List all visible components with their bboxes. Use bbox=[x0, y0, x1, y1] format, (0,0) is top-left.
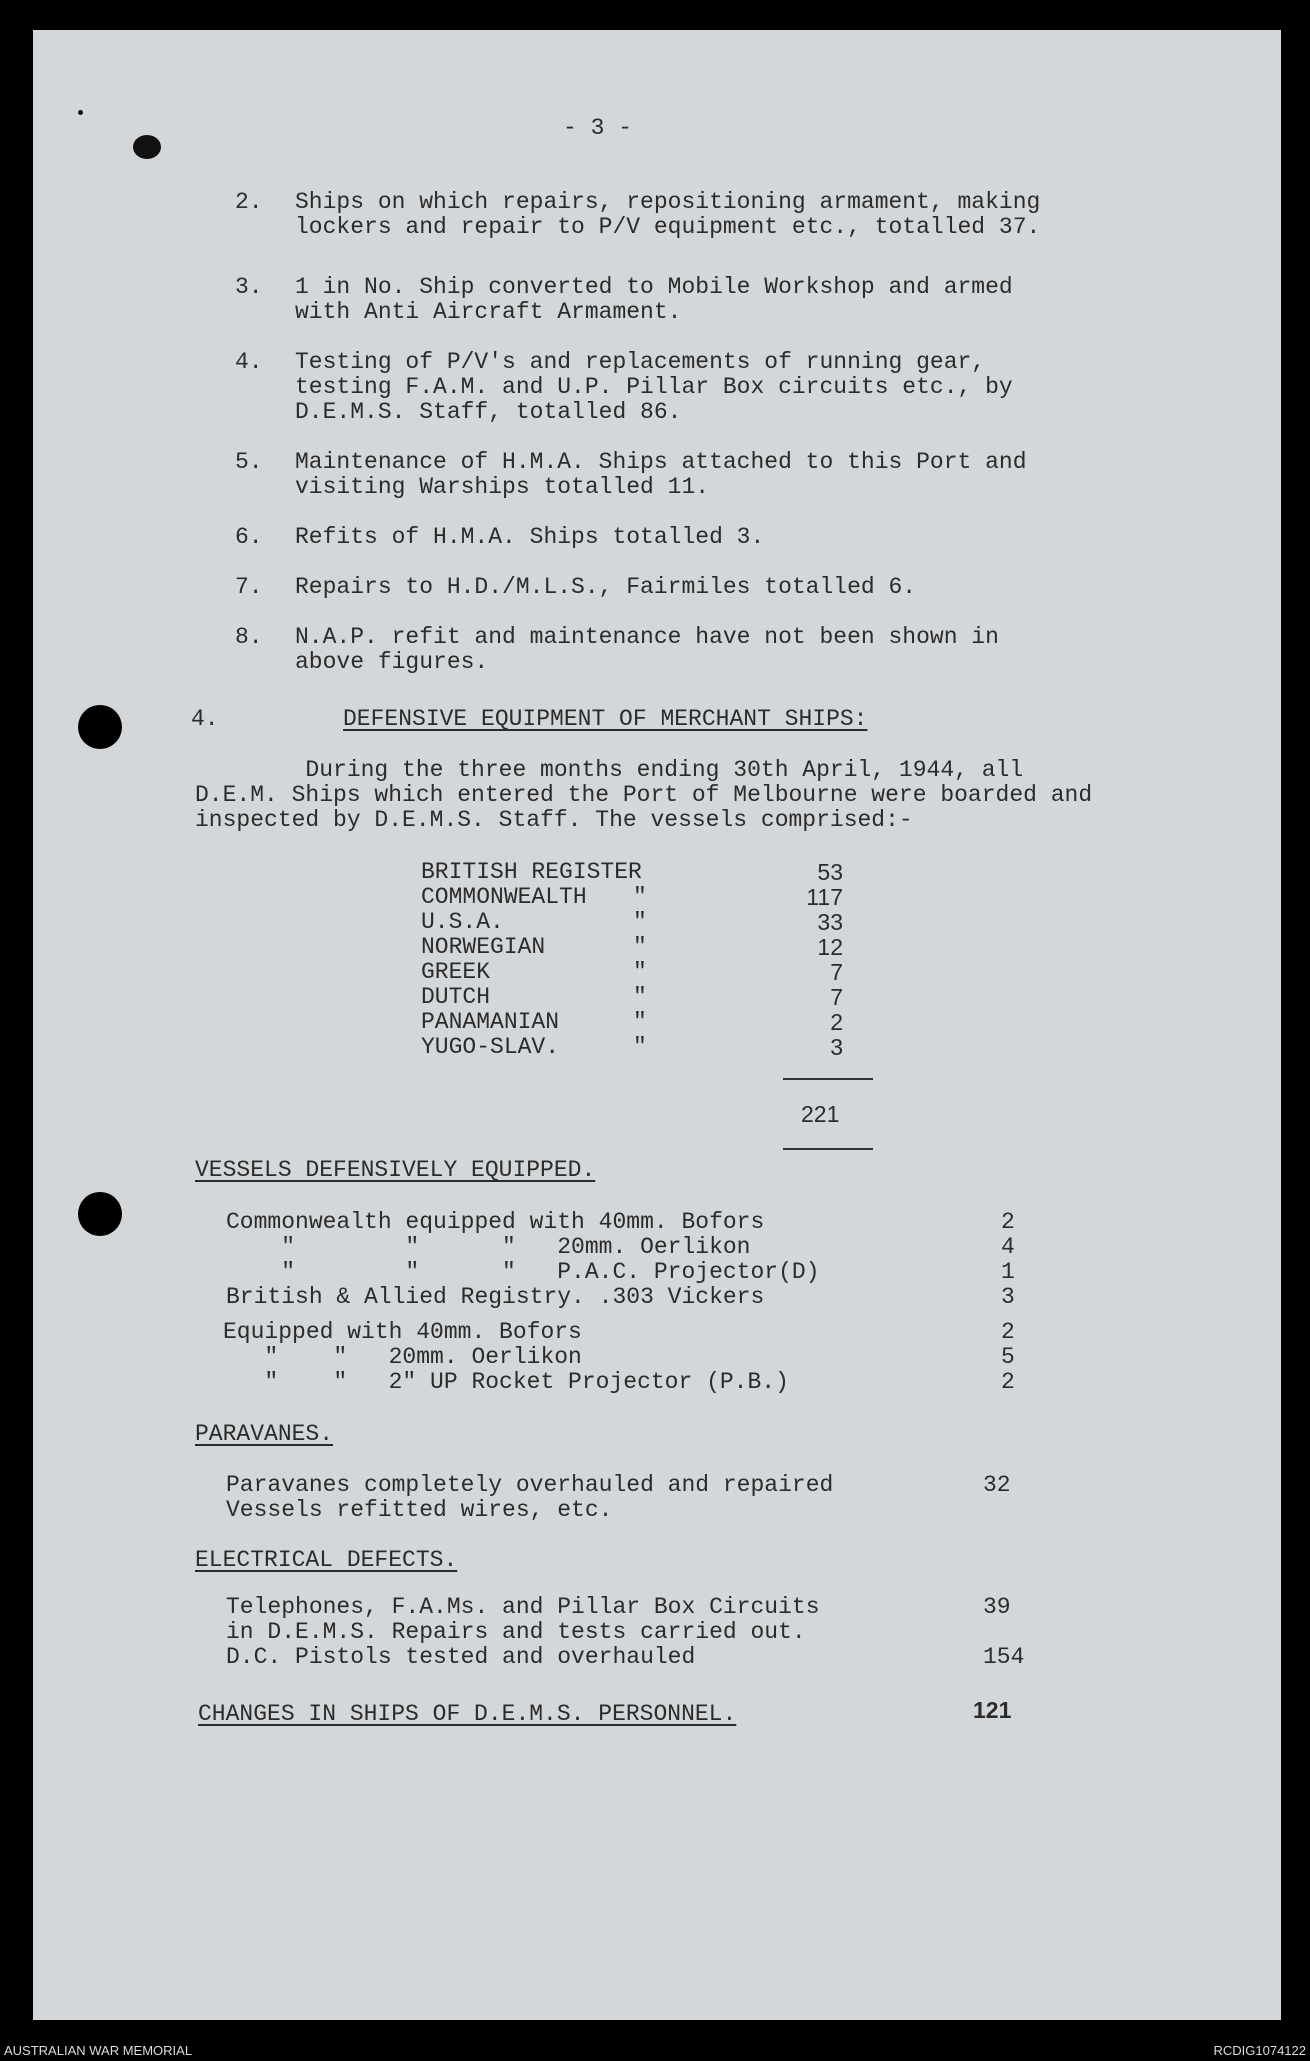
item-text: D.E.M.S. Staff, totalled 86. bbox=[295, 399, 682, 425]
punch-hole bbox=[78, 705, 122, 749]
ditto-mark: " bbox=[633, 1034, 647, 1060]
equipment-line: British & Allied Registry. .303 Vickers bbox=[226, 1284, 765, 1310]
register-name: BRITISH REGISTER bbox=[421, 859, 642, 885]
item-number: 3. bbox=[235, 274, 263, 300]
register-count: 7 bbox=[830, 984, 843, 1010]
footer-institution: AUSTRALIAN WAR MEMORIAL bbox=[4, 2043, 193, 2058]
equipment-count: 4 bbox=[1001, 1234, 1015, 1260]
paravanes-line: Vessels refitted wires, etc. bbox=[226, 1497, 613, 1523]
section-heading: DEFENSIVE EQUIPMENT OF MERCHANT SHIPS: bbox=[343, 706, 868, 732]
equipment-count: 2 bbox=[1001, 1319, 1015, 1345]
equipment-line: " " 2" UP Rocket Projector (P.B.) bbox=[223, 1369, 789, 1395]
item-text: Testing of P/V's and replacements of running gear, bbox=[295, 349, 986, 375]
register-name: PANAMANIAN bbox=[421, 1009, 560, 1035]
item-text: Maintenance of H.M.A. Ships attached to this Port and bbox=[295, 449, 1027, 475]
item-text: 1 in No. Ship converted to Mobile Workshop and armed bbox=[295, 274, 1013, 300]
item-text: Refits of H.M.A. Ships totalled 3. bbox=[295, 524, 765, 550]
equipment-count: 3 bbox=[1001, 1284, 1015, 1310]
electrical-line: in D.E.M.S. Repairs and tests carried out. bbox=[226, 1619, 806, 1645]
item-number: 4. bbox=[235, 349, 263, 375]
paravanes-line: Paravanes completely overhauled and repaired bbox=[226, 1472, 834, 1498]
ditto-mark: " bbox=[633, 884, 647, 910]
equipment-count: 2 bbox=[1001, 1209, 1015, 1235]
item-text: with Anti Aircraft Armament. bbox=[295, 299, 682, 325]
ditto-mark: " bbox=[633, 984, 647, 1010]
punch-hole bbox=[78, 1192, 122, 1236]
ditto-mark: " bbox=[633, 959, 647, 985]
paravanes-heading: PARAVANES. bbox=[195, 1421, 334, 1447]
page-number: - 3 - bbox=[563, 115, 633, 141]
section-number: 4. bbox=[191, 706, 219, 732]
stain-mark bbox=[133, 135, 161, 159]
equipment-line: " " 20mm. Oerlikon bbox=[223, 1344, 582, 1370]
electrical-count: 39 bbox=[983, 1594, 1011, 1620]
equipment-line: Commonwealth equipped with 40mm. Bofors bbox=[226, 1209, 765, 1235]
item-text: above figures. bbox=[295, 649, 489, 675]
paravanes-count: 32 bbox=[983, 1472, 1011, 1498]
register-count: 12 bbox=[817, 934, 843, 960]
item-text: N.A.P. refit and maintenance have not been shown in bbox=[295, 624, 999, 650]
item-text: lockers and repair to P/V equipment etc., totalled 37. bbox=[295, 214, 1041, 240]
register-name: GREEK bbox=[421, 959, 491, 985]
item-text: Repairs to H.D./M.L.S., Fairmiles totalled 6. bbox=[295, 574, 917, 600]
register-name: U.S.A. bbox=[421, 909, 504, 935]
electrical-heading: ELECTRICAL DEFECTS. bbox=[195, 1547, 458, 1573]
total-rule-bottom bbox=[783, 1148, 873, 1150]
equipment-line: Equipped with 40mm. Bofors bbox=[223, 1319, 582, 1345]
paragraph-line: inspected by D.E.M.S. Staff. The vessels comprised:- bbox=[195, 807, 913, 833]
ditto-mark: " bbox=[633, 909, 647, 935]
paragraph-line: D.E.M. Ships which entered the Port of Melbourne were boarded and bbox=[195, 782, 1093, 808]
paragraph-line: During the three months ending 30th April, 1944, all bbox=[195, 757, 1024, 783]
item-number: 6. bbox=[235, 524, 263, 550]
changes-heading: CHANGES IN SHIPS OF D.E.M.S. PERSONNEL. bbox=[198, 1701, 737, 1727]
register-name: NORWEGIAN bbox=[421, 934, 546, 960]
register-count: 3 bbox=[830, 1034, 843, 1060]
register-total: 221 bbox=[801, 1101, 840, 1127]
footer-record-id: RCDIG1074122 bbox=[1213, 2043, 1306, 2058]
item-number: 2. bbox=[235, 189, 263, 215]
item-number: 8. bbox=[235, 624, 263, 650]
stain-mark bbox=[78, 110, 83, 115]
item-text: testing F.A.M. and U.P. Pillar Box circuits etc., by bbox=[295, 374, 1013, 400]
document-page bbox=[33, 30, 1281, 2020]
electrical-line: Telephones, F.A.Ms. and Pillar Box Circuits bbox=[226, 1594, 820, 1620]
equipment-count: 5 bbox=[1001, 1344, 1015, 1370]
electrical-line: D.C. Pistols tested and overhauled bbox=[226, 1644, 696, 1670]
ditto-mark: " bbox=[633, 1009, 647, 1035]
register-name: YUGO-SLAV. bbox=[421, 1034, 560, 1060]
equipment-line: " " " 20mm. Oerlikon bbox=[226, 1234, 751, 1260]
register-count: 53 bbox=[817, 859, 843, 885]
changes-count: 121 bbox=[973, 1697, 1012, 1723]
item-number: 7. bbox=[235, 574, 263, 600]
register-count: 7 bbox=[830, 959, 843, 985]
equipment-count: 1 bbox=[1001, 1259, 1015, 1285]
equipment-count: 2 bbox=[1001, 1369, 1015, 1395]
register-name: COMMONWEALTH bbox=[421, 884, 587, 910]
item-text: visiting Warships totalled 11. bbox=[295, 474, 710, 500]
equipped-heading: VESSELS DEFENSIVELY EQUIPPED. bbox=[195, 1157, 596, 1183]
item-number: 5. bbox=[235, 449, 263, 475]
ditto-mark: " bbox=[633, 934, 647, 960]
register-count: 2 bbox=[830, 1009, 843, 1035]
equipment-line: " " " P.A.C. Projector(D) bbox=[226, 1259, 820, 1285]
pistols-count: 154 bbox=[983, 1644, 1025, 1670]
register-count: 117 bbox=[806, 884, 843, 910]
register-count: 33 bbox=[817, 909, 843, 935]
item-text: Ships on which repairs, repositioning armament, making bbox=[295, 189, 1041, 215]
total-rule-top bbox=[783, 1078, 873, 1080]
register-name: DUTCH bbox=[421, 984, 491, 1010]
